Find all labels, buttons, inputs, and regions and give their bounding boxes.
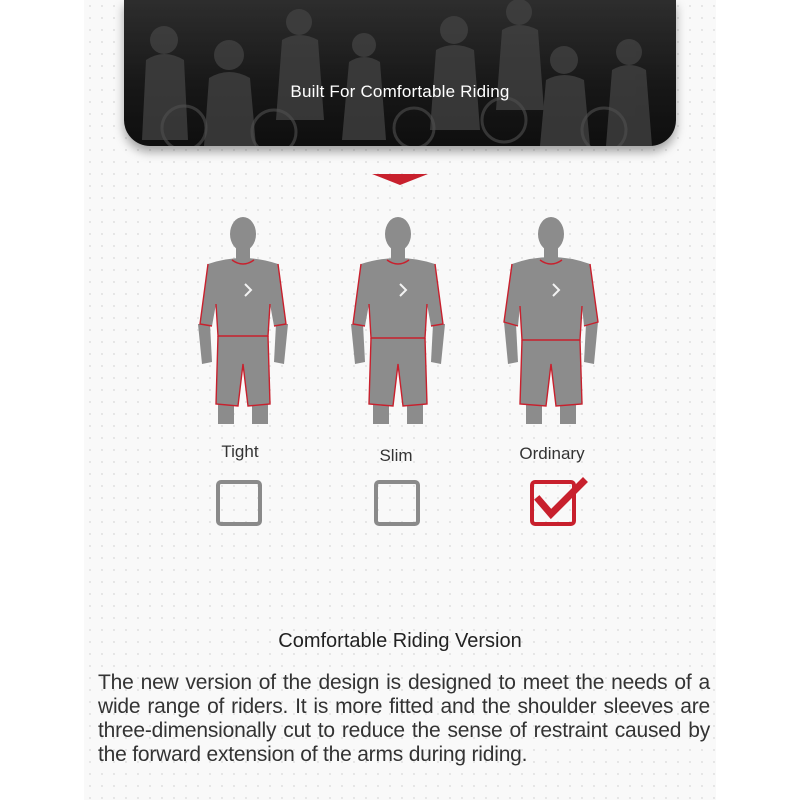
section-description: The new version of the design is designed to meet the needs of a wide range of riders. It is more fitted and the shoulder sleeves are three-dimensionally cut to reduce the sense of restraint caused by the forward extension of the arms during riding. [98,671,710,766]
header-banner [124,0,676,146]
figure-slim [343,214,453,426]
cyclists-photo [124,0,676,146]
checkbox-ordinary[interactable] [530,480,576,526]
fit-label-tight: Tight [221,442,259,461]
fit-label-slim: Slim [379,446,413,465]
section-title: Comfortable Riding Version [278,630,522,652]
checkbox-tight[interactable] [216,480,262,526]
checkbox-slim[interactable] [374,480,420,526]
figure-tight [188,214,298,426]
fit-label-ordinary: Ordinary [519,444,585,463]
figure-ordinary [496,214,606,426]
down-triangle-icon [372,174,428,186]
banner-title: Built For Comfortable Riding [290,82,510,101]
